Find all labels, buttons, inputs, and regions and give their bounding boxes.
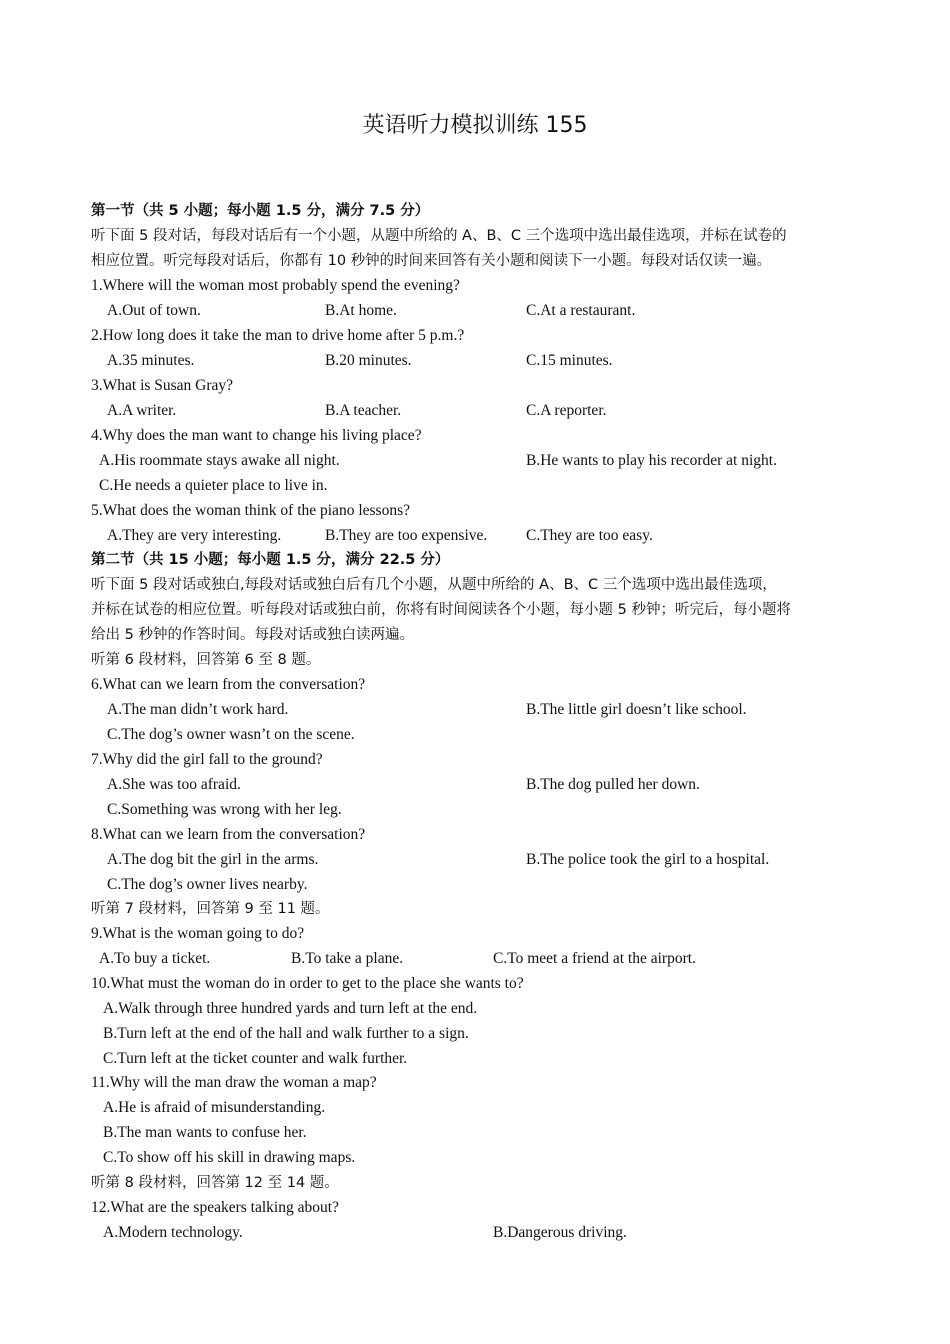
section2-instructions-line1: 听下面 5 段对话或独白,每段对话或独白后有几个小题，从题中所给的 A、B、C 三个选项中选出最佳选项，	[91, 577, 777, 593]
question-5-stem: 5.What does the woman think of the piano lessons?	[91, 502, 410, 519]
question-10-stem: 10.What must the woman do in order to get to the place she wants to?	[91, 975, 524, 992]
section2-instructions-line2: 并标在试卷的相应位置。听每段对话或独白前，你将有时间阅读各个小题，每小题 5 秒钟；听完后，每小题将	[91, 602, 791, 618]
section1-heading: 第一节（共 5 小题；每小题 1.5 分，满分 7.5 分）	[91, 203, 430, 219]
question-4-stem: 4.Why does the man want to change his living place?	[91, 427, 422, 444]
question-2-option-a: A.35 minutes.	[107, 352, 195, 369]
question-8-option-a: A.The dog bit the girl in the arms.	[107, 851, 319, 868]
question-1-stem: 1.Where will the woman most probably spend the evening?	[91, 277, 460, 294]
question-7-stem: 7.Why did the girl fall to the ground?	[91, 751, 323, 768]
question-3-option-b: B.A teacher.	[325, 402, 402, 419]
question-6-option-a: A.The man didn’t work hard.	[107, 701, 289, 718]
question-11-stem: 11.Why will the man draw the woman a map?	[91, 1074, 377, 1091]
question-3-stem: 3.What is Susan Gray?	[91, 377, 234, 394]
question-8-stem: 8.What can we learn from the conversation?	[91, 826, 366, 843]
section1-instructions-line2: 相应位置。听完每段对话后，你都有 10 秒钟的时间来回答有关小题和阅读下一小题。每段对话仅读一遍。	[91, 253, 772, 269]
question-10-option-c: C.Turn left at the ticket counter and walk further.	[103, 1050, 408, 1067]
question-6-stem: 6.What can we learn from the conversation?	[91, 676, 366, 693]
question-5-option-b: B.They are too expensive.	[325, 527, 488, 544]
question-11-option-c: C.To show off his skill in drawing maps.	[103, 1149, 356, 1166]
question-2-option-c: C.15 minutes.	[526, 352, 613, 369]
question-9-option-a: A.To buy a ticket.	[99, 950, 211, 967]
question-5-option-a: A.They are very interesting.	[107, 527, 282, 544]
page-title: 英语听力模拟训练 155	[362, 113, 588, 138]
question-3-option-a: A.A writer.	[107, 402, 177, 419]
question-7-option-b: B.The dog pulled her down.	[526, 776, 700, 793]
question-10-option-a: A.Walk through three hundred yards and turn left at the end.	[103, 1000, 478, 1017]
material-7-heading: 听第 7 段材料，回答第 9 至 11 题。	[91, 901, 330, 917]
question-7-option-a: A.She was too afraid.	[107, 776, 241, 793]
question-8-option-b: B.The police took the girl to a hospital.	[526, 851, 770, 868]
question-10-option-b: B.Turn left at the end of the hall and walk further to a sign.	[103, 1025, 469, 1042]
question-12-stem: 12.What are the speakers talking about?	[91, 1199, 339, 1216]
question-4-option-b: B.He wants to play his recorder at night.	[526, 452, 777, 469]
question-4-option-c: C.He needs a quieter place to live in.	[99, 477, 328, 494]
question-9-option-c: C.To meet a friend at the airport.	[493, 950, 696, 967]
question-4-option-a: A.His roommate stays awake all night.	[99, 452, 340, 469]
question-6-option-b: B.The little girl doesn’t like school.	[526, 701, 747, 718]
question-1-option-b: B.At home.	[325, 302, 397, 319]
question-1-option-c: C.At a restaurant.	[526, 302, 636, 319]
question-11-option-a: A.He is afraid of misunderstanding.	[103, 1099, 326, 1116]
question-7-option-c: C.Something was wrong with her leg.	[107, 801, 342, 818]
section2-heading: 第二节（共 15 小题；每小题 1.5 分，满分 22.5 分）	[91, 552, 450, 568]
question-1-option-a: A.Out of town.	[107, 302, 201, 319]
section2-instructions-line3: 给出 5 秒钟的作答时间。每段对话或独白读两遍。	[91, 627, 414, 643]
question-12-option-a: A.Modern technology.	[103, 1224, 243, 1241]
question-8-option-c: C.The dog’s owner lives nearby.	[107, 876, 308, 893]
section1-instructions-line1: 听下面 5 段对话，每段对话后有一个小题，从题中所给的 A、B、C 三个选项中选出最佳选项，并标在试卷的	[91, 228, 787, 244]
question-9-option-b: B.To take a plane.	[291, 950, 404, 967]
question-2-option-b: B.20 minutes.	[325, 352, 412, 369]
material-8-heading: 听第 8 段材料，回答第 12 至 14 题。	[91, 1175, 339, 1191]
material-6-heading: 听第 6 段材料，回答第 6 至 8 题。	[91, 652, 321, 668]
question-2-stem: 2.How long does it take the man to drive home after 5 p.m.?	[91, 327, 465, 344]
question-9-stem: 9.What is the woman going to do?	[91, 925, 305, 942]
question-5-option-c: C.They are too easy.	[526, 527, 653, 544]
question-11-option-b: B.The man wants to confuse her.	[103, 1124, 307, 1141]
question-3-option-c: C.A reporter.	[526, 402, 607, 419]
question-12-option-b: B.Dangerous driving.	[493, 1224, 627, 1241]
question-6-option-c: C.The dog’s owner wasn’t on the scene.	[107, 726, 355, 743]
